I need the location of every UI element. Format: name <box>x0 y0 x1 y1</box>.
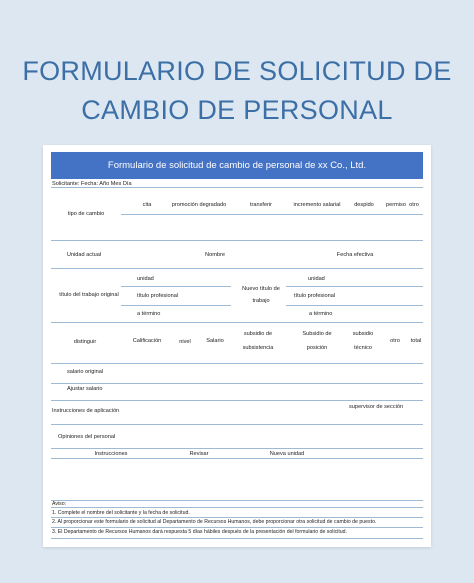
note-item: 1. Complete el nombre del solicitante y la fecha de solicitud. <box>52 510 190 516</box>
review-column-label: Revisar <box>189 451 209 457</box>
change-request-form <box>51 152 423 540</box>
row-divider <box>51 322 423 323</box>
applicant-date-row: Solicitante: Fecha: Año Mes Día <box>52 181 132 187</box>
change-type-option: promoción degradado <box>171 202 227 208</box>
position-allowance-label: Subsidio de <box>302 331 332 337</box>
page-title-line-1: FORMULARIO DE SOLICITUD DE <box>22 56 452 86</box>
row-divider <box>51 240 423 241</box>
instructions-column-label: Instrucciones <box>94 451 128 457</box>
row-divider <box>51 527 423 528</box>
change-type-option: transferir <box>249 202 273 208</box>
note-item: 2. Al proporcionar este formulario de solicitud al Departamento de Recursos Humanos, debe proporcionar otra solicitud de cambio de puesto. <box>52 519 377 525</box>
new-unit-column-label: Nueva unidad <box>269 451 305 457</box>
original-title-label: título del trabajo original <box>59 292 119 298</box>
row-divider <box>51 517 423 518</box>
row-divider <box>51 424 423 425</box>
name-label: Nombre <box>205 252 225 258</box>
row-divider <box>51 363 423 364</box>
row-divider <box>51 448 423 449</box>
page-title-line-2: CAMBIO DE PERSONAL <box>81 95 393 125</box>
change-type-option: despido <box>354 202 374 208</box>
row-divider <box>51 500 423 501</box>
term-label: a término <box>137 311 161 317</box>
form-sheet <box>43 145 431 547</box>
row-divider <box>121 214 423 215</box>
unit-label: unidad <box>137 276 154 282</box>
distinguish-label: distinguir <box>73 339 97 345</box>
change-type-option: permiso <box>386 202 406 208</box>
change-type-label: tipo de cambio <box>67 211 105 217</box>
technical-allowance-label-2: técnico <box>354 345 372 351</box>
row-divider <box>51 458 423 459</box>
term-label: a término <box>309 311 333 317</box>
position-allowance-label-2: posición <box>306 345 328 351</box>
level-label: nivel <box>179 339 191 345</box>
technical-allowance-label: subsidio <box>352 331 374 337</box>
row-divider <box>121 305 231 306</box>
qualification-label: Calificación <box>132 338 162 344</box>
row-divider <box>51 383 423 384</box>
change-type-option: cita <box>142 202 152 208</box>
row-divider <box>51 507 423 508</box>
row-divider <box>51 268 423 269</box>
change-type-option: incremento salarial <box>293 202 341 208</box>
current-unit-label: Unidad actual <box>66 252 102 258</box>
new-title-label: Nuevo título de <box>242 286 280 292</box>
notice-label: Aviso: <box>52 501 67 507</box>
row-divider <box>286 286 423 287</box>
change-type-option: otro <box>409 202 419 208</box>
subsistence-label: subsidio de <box>243 331 273 337</box>
unit-label: unidad <box>308 276 325 282</box>
form-header: Formulario de solicitud de cambio de personal de xx Co., Ltd. <box>51 152 423 179</box>
row-divider <box>51 400 423 401</box>
original-salary-label: salario original <box>67 369 104 375</box>
row-divider <box>121 286 231 287</box>
total-label: total <box>410 338 422 344</box>
other-label: otro <box>390 338 400 344</box>
note-item: 3. El Departamento de Recursos Humanos dará respuesta 5 días hábiles después de la presentación del formulario de solicitud. <box>52 529 347 535</box>
professional-title-label: título profesional <box>294 293 336 299</box>
supervisor-label: supervisor de sección <box>349 404 404 410</box>
row-divider <box>51 187 423 188</box>
instructions-label: Instrucciones de aplicación <box>52 408 120 414</box>
subsistence-label-2: subsistencia <box>242 345 274 351</box>
professional-title-label: título profesional <box>137 293 179 299</box>
new-title-label-2: trabajo <box>252 298 270 304</box>
salary-label: Salario <box>206 338 224 344</box>
row-divider <box>286 305 423 306</box>
opinions-label: Opiniones del personal <box>58 434 116 440</box>
adjust-salary-label: Ajustar salario <box>67 386 103 392</box>
effective-date-label: Fecha efectiva <box>336 252 374 258</box>
row-divider <box>51 538 423 539</box>
